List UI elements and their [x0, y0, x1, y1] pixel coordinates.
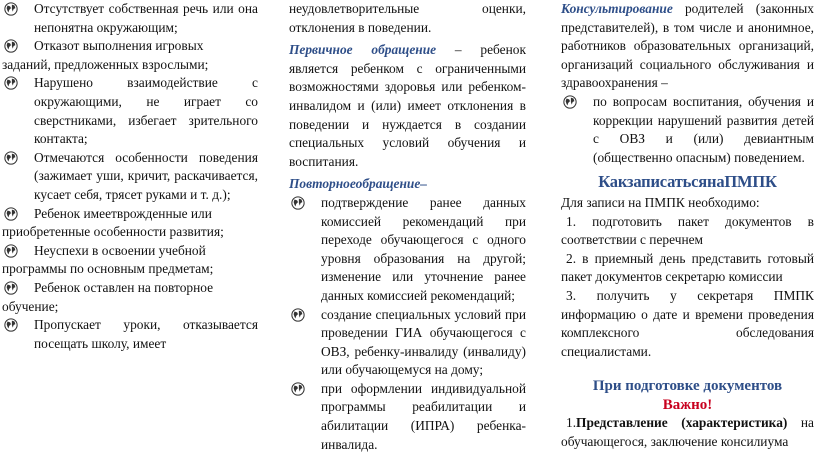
globe-icon — [4, 39, 18, 53]
numbered-item: 2. в приемный день представить готовый пакет документов секретарю комиссии — [561, 250, 814, 285]
list-item-text: Пропускает уроки, отказывается посещать школу, имеет — [34, 317, 258, 351]
list-item — [561, 93, 814, 167]
item-text: на обучающегося, заключение консилиума — [561, 415, 814, 450]
repeat-request-title: Повторноеобращение– — [289, 176, 428, 192]
list-item-continuation: приобретенные особенности развития; — [2, 224, 224, 240]
globe-icon — [4, 318, 18, 332]
section-heading: При подготовке документов — [592, 378, 783, 395]
list-item — [2, 149, 258, 205]
globe-icon — [4, 244, 18, 258]
globe-icon — [563, 95, 577, 109]
globe-icon — [4, 281, 18, 295]
list-item — [289, 380, 526, 454]
list-item — [2, 74, 258, 148]
globe-icon — [4, 151, 18, 165]
list-item-text: Ребенок имеетврожденные или — [34, 205, 212, 221]
globe-icon — [291, 196, 305, 210]
globe-icon — [291, 308, 305, 322]
item-title: Представление (характеристика) — [576, 415, 788, 431]
list-item — [2, 242, 258, 261]
list-item-text: создание специальных условий при проведении ГИА обучающегося с ОВЗ, ребенку-инвалиду (инвалиду) или обучающемуся на дому; — [321, 306, 526, 378]
column-left — [2, 0, 258, 353]
globe-icon — [4, 76, 18, 90]
consultation-title: Консультирование — [561, 1, 673, 16]
numbered-item: 3. получить у секретаря ПМПК информацию о дате и времени проведения комплексного обследования специалистами. — [561, 287, 814, 359]
important-label: Важно! — [662, 396, 713, 413]
list-item-continuation: обучение; — [2, 298, 59, 314]
list-item-text: подтверждение ранее данных комиссией рекомендаций при переходе обучающегося с одного уровня образования на другой; изменение или уточнение ранее данных комиссией рекомендаций; — [321, 194, 526, 303]
list-item-text: Нарушено взаимодействие с окружающими, не играет со сверстниками, избегает зрительного контакта; — [34, 75, 258, 147]
list-item-continuation: заданий, предложенных взрослыми; — [2, 56, 209, 72]
list-item-text: Отмечаются особенности поведения (зажимает уши, кричит, раскачивается, кусает себя, трясет руками и т. д.); — [34, 149, 258, 202]
list-item-text: Отсутствует собственная речь или она непонятна окружающим; — [34, 1, 258, 35]
list-item — [2, 37, 258, 56]
item-number: 1. — [566, 415, 577, 431]
globe-icon — [291, 382, 305, 396]
primary-request-text: – ребенок является ребенком с ограниченными возможностями здоровья или ребенком-инвалидом и (или) имеет отклонения в поведении и нуждается в создании специальных условий обучения и воспитания. — [289, 42, 526, 169]
column-right — [561, 0, 814, 452]
numbered-item: 1. подготовить пакет документов в соответствии с перечнем — [561, 213, 814, 248]
globe-icon — [4, 2, 18, 16]
list-item — [2, 0, 258, 37]
list-item — [289, 306, 526, 380]
paragraph: неудовлетворительные оценки, отклонения в поведении. — [289, 1, 526, 35]
list-item-text: Неуспехи в освоении учебной — [34, 242, 206, 258]
list-item — [289, 194, 526, 306]
list-item-continuation: программы по основным предметам; — [2, 261, 214, 277]
consultation — [561, 0, 814, 93]
document-item — [561, 414, 814, 451]
primary-request-title: Первичное обращение — [289, 42, 437, 58]
list-item-text: Ребенок оставлен на повторное — [34, 279, 214, 295]
list-item — [2, 316, 258, 353]
list-item-text: по вопросам воспитания, обучения и коррекции нарушений развития детей с ОВЗ и (или) девиантным (общественно опасным) поведением. — [593, 93, 814, 165]
repeat-request-title-row — [289, 175, 526, 194]
column-middle — [289, 0, 526, 454]
consultation-text: родителей (законных представителей), в том числе и анонимное, работников образовательных организаций, организаций социального обслуживания и здравоохранения – — [561, 1, 814, 91]
globe-icon — [4, 207, 18, 221]
list-item — [2, 279, 258, 298]
list-item-text: Отказот выполнения игровых — [34, 38, 204, 54]
list-item — [2, 205, 258, 224]
list-item-text: при оформлении индивидуальной программы реабилитации и абилитации (ИПРА) ребенка-инвалида. — [321, 380, 526, 452]
paragraph: Для записи на ПМПК необходимо: — [561, 194, 760, 210]
section-heading: КакзаписатьсянаПМПК — [598, 172, 777, 192]
primary-request — [289, 41, 526, 171]
